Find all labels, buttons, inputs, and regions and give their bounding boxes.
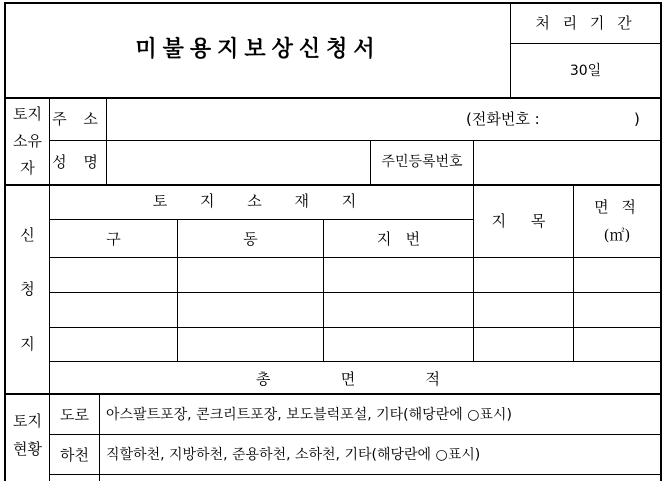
- resident-id-right: [473, 140, 474, 185]
- status-type-divider: [99, 394, 100, 481]
- border-top: [4, 2, 662, 4]
- app-bottom: [4, 393, 662, 395]
- border-right: [660, 2, 662, 481]
- owner-row-divider: [49, 140, 661, 141]
- app-total-top: [49, 361, 661, 362]
- app-row-line-3: [49, 327, 661, 328]
- processing-period-value: 30일: [569, 63, 602, 79]
- location-header: 토 지 소 재 지: [152, 192, 371, 210]
- header-period-divider: [510, 43, 661, 44]
- river-options: 직할하천, 지방하천, 준용하천, 소하천, 기타(해당란에 ○표시): [106, 447, 481, 463]
- col-gu-header: 구: [106, 230, 121, 248]
- app-section-label-2: 청: [20, 280, 35, 298]
- app-row-line-2: [49, 292, 661, 293]
- phone-close: ): [634, 110, 640, 128]
- name-label: 성 명: [52, 153, 104, 171]
- status-section-label-1: 토지: [13, 412, 42, 430]
- resident-id-field[interactable]: [475, 142, 660, 184]
- status-row-divider-2: [49, 474, 661, 475]
- phone-label: (전화번호 :: [466, 110, 540, 128]
- address-field[interactable]: [108, 100, 660, 140]
- app-subheader-divider: [49, 219, 473, 220]
- app-section-label-3: 지: [20, 335, 35, 353]
- app-row-line-1: [49, 257, 661, 258]
- app-section-label-1: 신: [20, 226, 35, 244]
- resident-id-label: 주민등록번호: [381, 154, 463, 170]
- owner-section-label-2: 소유: [13, 132, 42, 150]
- owner-field-divider: [106, 98, 107, 185]
- col-jimok-header: 지 목: [491, 212, 556, 230]
- table-row[interactable]: [51, 259, 660, 291]
- col-dong-header: 동: [243, 230, 258, 248]
- road-options: 아스팔트포장, 콘크리트포장, 보도블럭포설, 기타(해당란에 ○표시): [106, 407, 512, 423]
- col-area-header-2: (㎡): [603, 226, 631, 244]
- address-label: 주 소: [52, 110, 104, 128]
- table-row[interactable]: [51, 294, 660, 326]
- owner-section-label-3: 자: [20, 159, 35, 177]
- total-area-label: 총 면 적: [255, 370, 455, 388]
- col-area-header-1: 면 적: [594, 198, 640, 216]
- owner-section-label-1: 토지: [13, 105, 42, 123]
- col-jibun-header: 지 번: [376, 230, 421, 248]
- river-label: 하천: [60, 446, 89, 464]
- name-field[interactable]: [108, 142, 369, 184]
- processing-period-label: 처 리 기 간: [535, 14, 636, 32]
- app-label-divider: [49, 185, 50, 394]
- owner-bottom: [4, 184, 662, 186]
- form-title: 미불용지보상신청서: [135, 37, 381, 62]
- table-row[interactable]: [51, 329, 660, 360]
- status-section-label-2: 현황: [13, 440, 42, 458]
- header-bottom: [4, 97, 662, 99]
- status-row-divider: [49, 434, 661, 435]
- road-label: 도로: [60, 406, 89, 424]
